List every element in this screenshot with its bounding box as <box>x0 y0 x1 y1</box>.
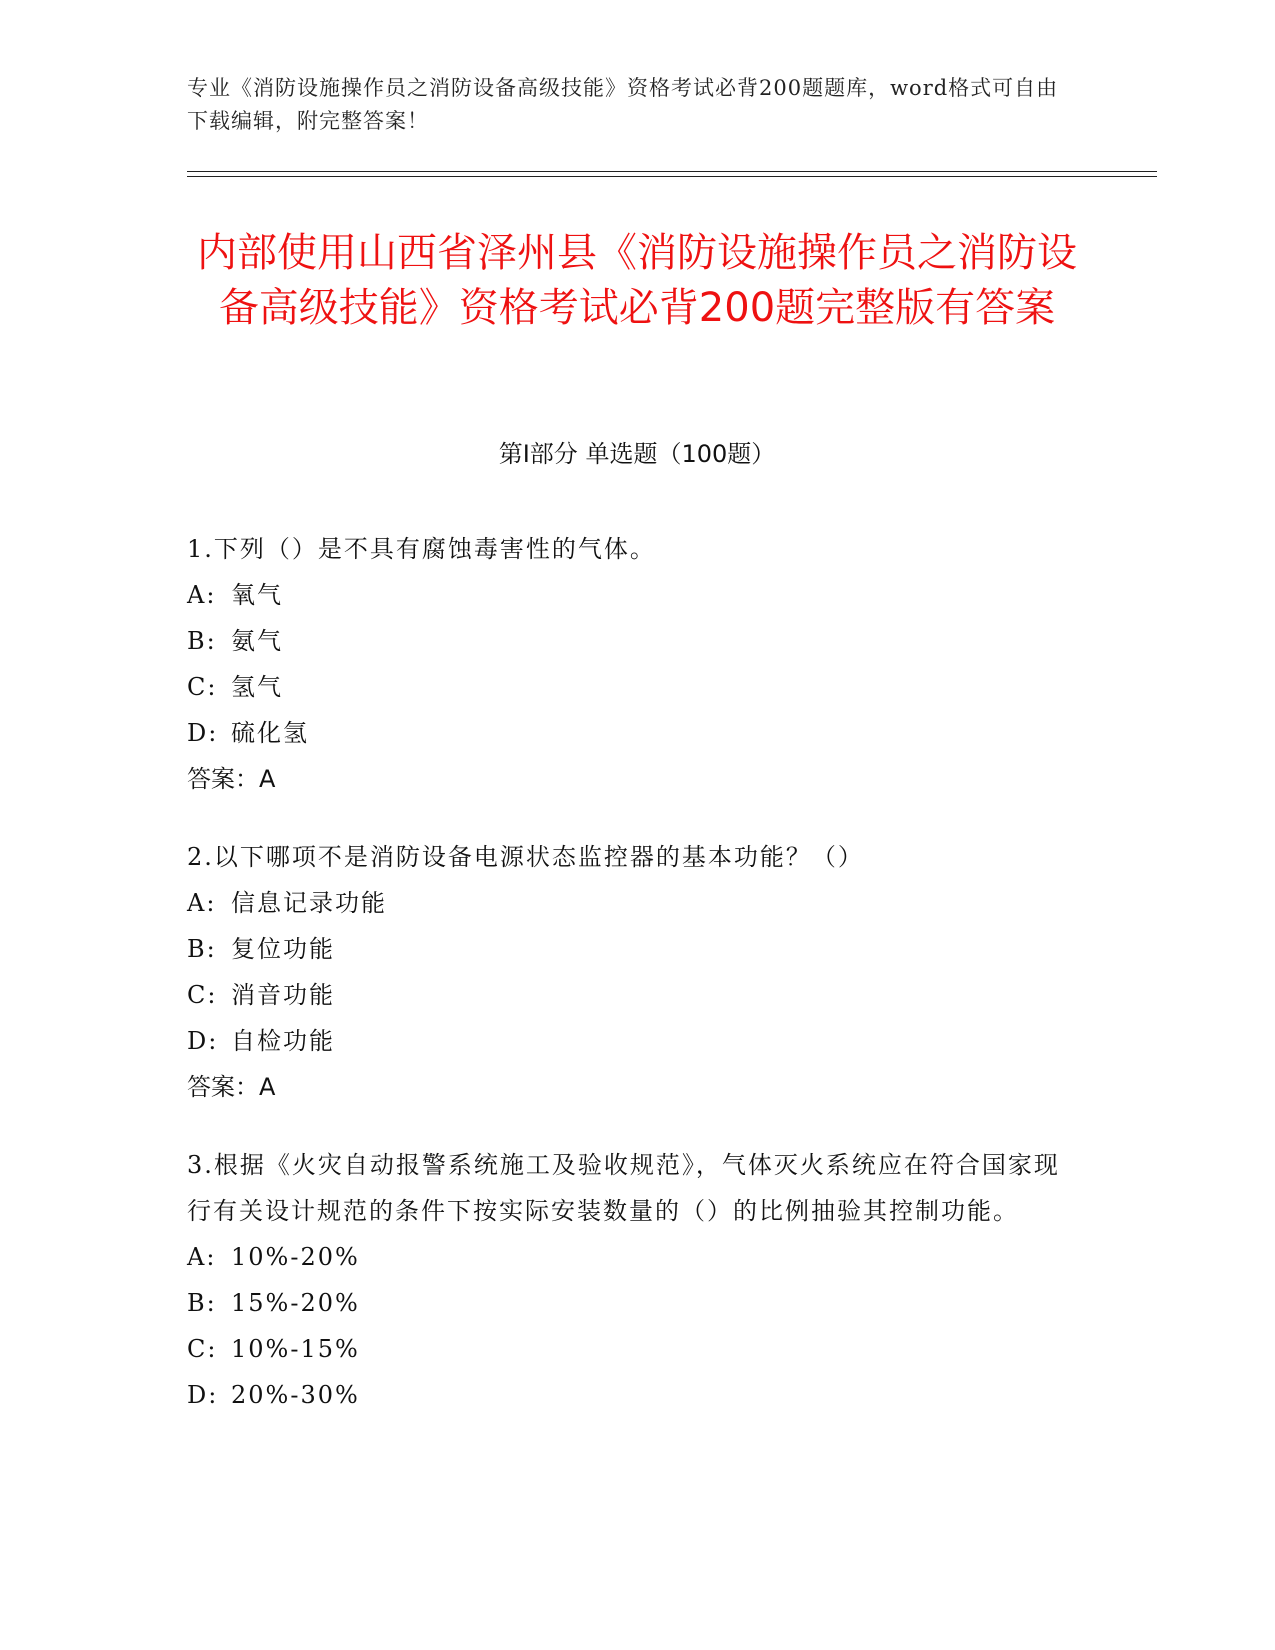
option-letter: A: <box>187 889 217 917</box>
answer-value: A <box>259 765 276 793</box>
question-1 <box>187 526 1067 802</box>
question-stem: 1.下列（）是不具有腐蚀毒害性的气体。 <box>187 535 656 563</box>
option-letter: D: <box>187 1381 219 1409</box>
option-letter: C: <box>187 981 218 1009</box>
question-2 <box>187 834 1067 1110</box>
answer-value: A <box>259 1073 276 1101</box>
option-b <box>187 618 1067 664</box>
answer-prefix: 答案： <box>187 1073 259 1101</box>
option-c <box>187 972 1067 1018</box>
option-letter: A: <box>187 581 217 609</box>
header-divider <box>187 171 1157 172</box>
option-b <box>187 926 1067 972</box>
document-title: 内部使用山西省泽州县《消防设施操作员之消防设备高级技能》资格考试必背200题完整版有答案 <box>197 230 1077 331</box>
option-c <box>187 1326 1067 1372</box>
option-letter: B: <box>187 1289 217 1317</box>
header-divider-thin <box>187 176 1157 177</box>
header-note: 专业《消防设施操作员之消防设备高级技能》资格考试必背200题题库，word格式可自由下载编辑，附完整答案！ <box>187 76 1059 133</box>
option-b <box>187 1280 1067 1326</box>
option-letter: C: <box>187 1335 218 1363</box>
option-letter: D: <box>187 1027 219 1055</box>
option-text: 15%-20% <box>231 1289 360 1317</box>
option-letter: B: <box>187 627 217 655</box>
option-text: 复位功能 <box>231 935 335 963</box>
option-text: 20%-30% <box>231 1381 360 1409</box>
answer-line <box>187 1064 1067 1110</box>
option-text: 硫化氢 <box>231 719 309 747</box>
option-text: 信息记录功能 <box>231 889 387 917</box>
option-c <box>187 664 1067 710</box>
question-stem: 2.以下哪项不是消防设备电源状态监控器的基本功能？（） <box>187 843 864 871</box>
section-title: 第I部分 单选题（100题） <box>498 440 776 468</box>
option-d <box>187 1372 1067 1418</box>
option-a <box>187 572 1067 618</box>
option-a <box>187 1234 1067 1280</box>
question-3 <box>187 1142 1067 1418</box>
option-letter: D: <box>187 719 219 747</box>
option-text: 氧气 <box>231 581 283 609</box>
option-text: 氨气 <box>231 627 283 655</box>
option-text: 消音功能 <box>231 981 335 1009</box>
option-text: 氢气 <box>231 673 283 701</box>
option-letter: B: <box>187 935 217 963</box>
option-text: 10%-15% <box>231 1335 360 1363</box>
option-letter: A: <box>187 1243 217 1271</box>
question-list <box>187 526 1067 1450</box>
answer-prefix: 答案： <box>187 765 259 793</box>
option-text: 10%-20% <box>231 1243 360 1271</box>
question-stem: 3.根据《火灾自动报警系统施工及验收规范》，气体灭火系统应在符合国家现行有关设计规范的条件下按实际安装数量的（）的比例抽验其控制功能。 <box>187 1151 1060 1225</box>
answer-line <box>187 756 1067 802</box>
option-a <box>187 880 1067 926</box>
option-d <box>187 1018 1067 1064</box>
option-text: 自检功能 <box>231 1027 335 1055</box>
option-letter: C: <box>187 673 218 701</box>
option-d <box>187 710 1067 756</box>
